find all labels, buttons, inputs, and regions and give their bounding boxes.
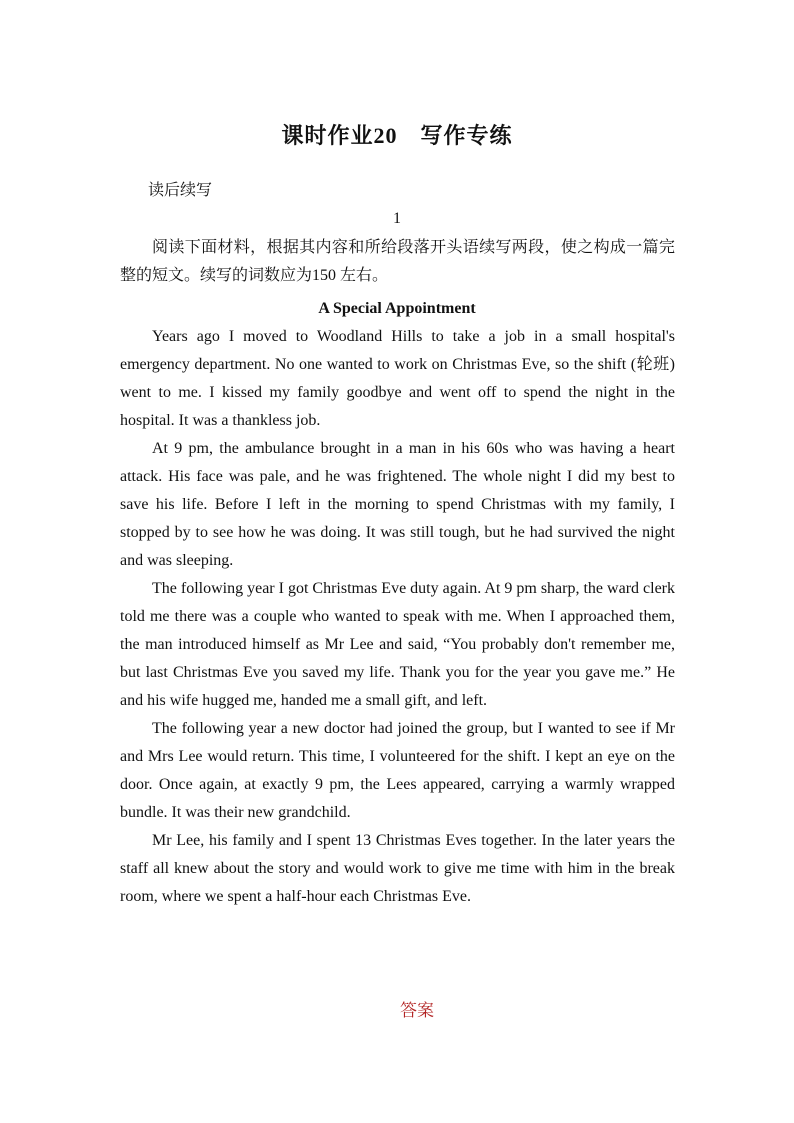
story-paragraph: The following year I got Christmas Eve duty again. At 9 pm sharp, the ward clerk told me there was a couple who wanted to speak with me. When I approached them, the man introduced himself as Mr Lee and said, “You probably don't remember me, but last Christmas Eve you saved my life. Thank you for the year you gave me.” He and his wife hugged me, handed me a small gift, and left. xyxy=(120,580,675,709)
answer-link[interactable]: 答案 xyxy=(400,1001,434,1020)
question-number: 1 xyxy=(393,210,401,227)
page-title: 课时作业20 写作专练 xyxy=(281,123,513,148)
story-paragraph: Mr Lee, his family and I spent 13 Christmas Eves together. In the later years the staff all knew about the story and would work to give me time with him in the break room, where we spent a half-hour each Christmas Eve. xyxy=(120,832,675,905)
story-paragraph: Years ago I moved to Woodland Hills to take a job in a small hospital's emergency department. No one wanted to work on Christmas Eve, so the shift (轮班) went to me. I kissed my family goodbye and went off to spend the night in the hospital. It was a thankless job. xyxy=(120,328,675,429)
instructions-text: 阅读下面材料，根据其内容和所给段落开头语续写两段，使之构成一篇完整的短文。续写的词数应为150 左右。 xyxy=(120,239,675,284)
section-label: 读后续写 xyxy=(148,182,213,199)
story-title: A Special Appointment xyxy=(318,300,476,317)
story-paragraph: The following year a new doctor had joined the group, but I wanted to see if Mr and Mrs Lee would return. This time, I volunteered for the shift. I kept an eye on the door. Once again, at exactly 9 pm, the Lees appeared, carrying a warmly wrapped bundle. It was their new grandchild. xyxy=(120,720,675,821)
story-paragraph: At 9 pm, the ambulance brought in a man in his 60s who was having a heart attack. His face was pale, and he was frightened. The whole night I did my best to save his life. Before I left in the morning to spend Christmas with my family, I stopped by to see how he was doing. It was still tough, but he had survived the night and was sleeping. xyxy=(120,440,675,569)
story-body xyxy=(120,323,675,911)
instructions xyxy=(120,234,675,290)
